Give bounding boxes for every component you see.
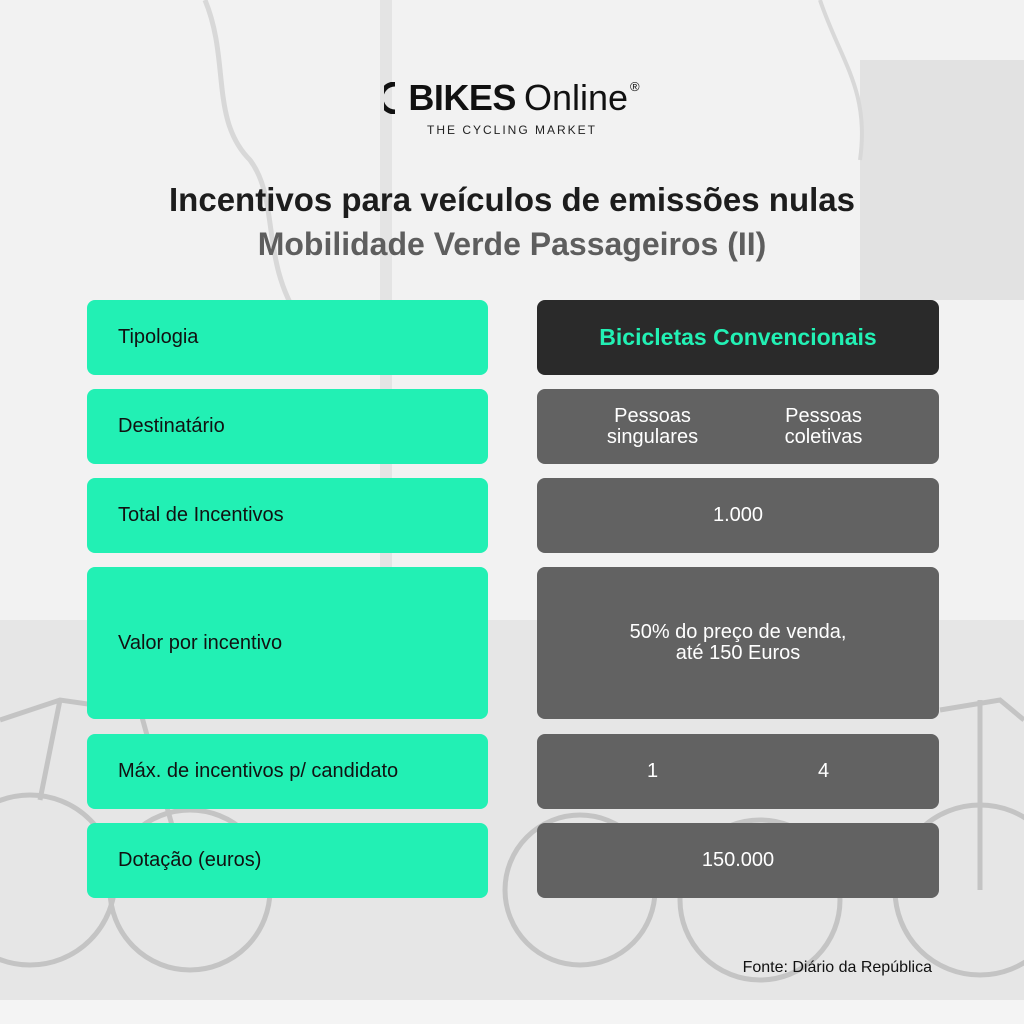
value-dotacao: 150.000: [537, 823, 939, 898]
label-total-incentivos: Total de Incentivos: [87, 478, 488, 553]
value-destinatario-coletivas: Pessoas coletivas: [784, 404, 863, 448]
label-valor-incentivo: Valor por incentivo: [87, 567, 488, 719]
label-max-incentivos: Máx. de incentivos p/ candidato: [87, 734, 488, 809]
value-max-singulares: 1: [646, 760, 659, 782]
value-valor-incentivo: [537, 567, 939, 719]
value-tipologia: Bicicletas Convencionais: [537, 300, 939, 375]
label-tipologia: Tipologia: [87, 300, 488, 375]
page-subtitle: Mobilidade Verde Passageiros (II): [257, 226, 767, 262]
registered-mark: ®: [630, 78, 640, 94]
value-valor-line1: 50% do preço de venda,: [629, 621, 847, 643]
value-max-incentivos: [537, 734, 939, 809]
logo-brand-bold: BIKES: [408, 77, 516, 118]
logo: [0, 78, 1024, 137]
page-title: Incentivos para veículos de emissões nulas: [169, 181, 855, 218]
bike-wheel-icon: [384, 82, 406, 114]
value-max-coletivas: 4: [817, 760, 830, 782]
value-destinatario: [537, 389, 939, 464]
logo-brand-light: Online: [523, 77, 628, 118]
logo-tagline: THE CYCLING MARKET: [426, 123, 597, 137]
value-valor-line2: até 150 Euros: [675, 642, 801, 664]
value-total-incentivos: 1.000: [537, 478, 939, 553]
label-dotacao: Dotação (euros): [87, 823, 488, 898]
value-destinatario-singulares: Pessoas singulares: [606, 404, 699, 448]
label-destinatario: Destinatário: [87, 389, 488, 464]
source-note: Fonte: Diário da República: [742, 959, 932, 976]
